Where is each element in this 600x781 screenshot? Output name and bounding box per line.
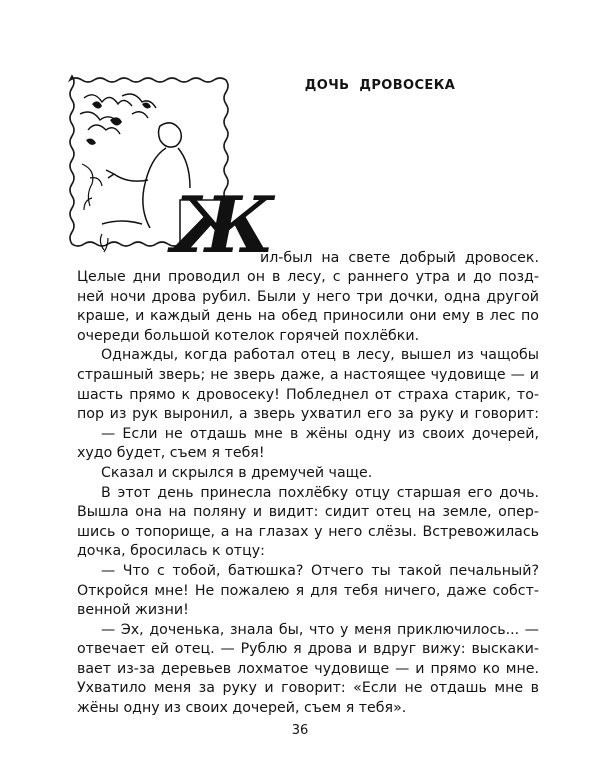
text-line: краше, и каждый день на обед приносили они ему в лес по [77,308,539,325]
text-line: В этот день принесла похлёбку отцу старшая его дочь. [101,484,539,501]
body-text [77,268,539,719]
text-line: Ухватило меня за руку и говорит: «Если не отдашь мне в [77,680,539,697]
text-line: шасть прямо к дровосеку! Побледнел от страха старик, то- [77,386,539,403]
text-line: Вышла она на поляну и видит: сидит отец на земле, опер- [77,504,539,521]
text-line: ней ночи дрова рубил. Были у него три дочки, одна другой [77,288,539,305]
text-line: страшный зверь; не зверь даже, а настоящее чудовище — и [77,366,539,383]
text-line: худо будет, съем я тебя! [77,445,265,462]
text-line: Сказал и скрылся в дремучей чаще. [101,464,373,481]
text-line: Однажды, когда работал отец в лесу, вышел из чащобы [101,347,539,364]
text-line: венной жизни! [77,602,189,619]
text-line: — Эх, доченька, знала бы, что у меня приключилось... — [101,621,539,638]
first-line [260,249,539,269]
text-line: вает из-за деревьев лохматое чудовище — и прямо ко мне. [77,660,539,677]
drop-cap: Ж [172,180,275,271]
text-line: жёны одну из своих дочерей, съем я тебя». [77,700,407,717]
text-line: дочка, бросилась к отцу: [77,543,265,560]
woodcutter-illustration [62,74,275,271]
text-line: шись о топорище, а на глазах у него слёзы. Встревожилась [77,523,539,540]
chapter-title: ДОЧЬ ДРОВОСЕКА [304,78,456,93]
page-number: 36 [291,723,309,738]
text-line: ил-был на свете добрый дровосек. [260,250,539,266]
text-line: пор из рук выронил, а зверь ухватил его за руку и говорит: [77,406,539,423]
text-line: отвечает ей отец. — Рублю я дрова и вдруг вижу: выскаки- [77,641,539,658]
text-line: очереди большой котелок горячей похлёбки. [77,327,420,344]
text-line: Откройся мне! Не пожалею я для тебя ничего, даже собст- [77,582,539,599]
text-line: Целые дни проводил он в лесу, с раннего утра и до позд- [77,269,539,285]
text-line: — Если не отдашь мне в жёны одну из своих дочерей, [101,425,539,442]
illustration [62,74,275,271]
text-line: — Что с тобой, батюшка? Отчего ты такой печальный? [101,562,539,579]
